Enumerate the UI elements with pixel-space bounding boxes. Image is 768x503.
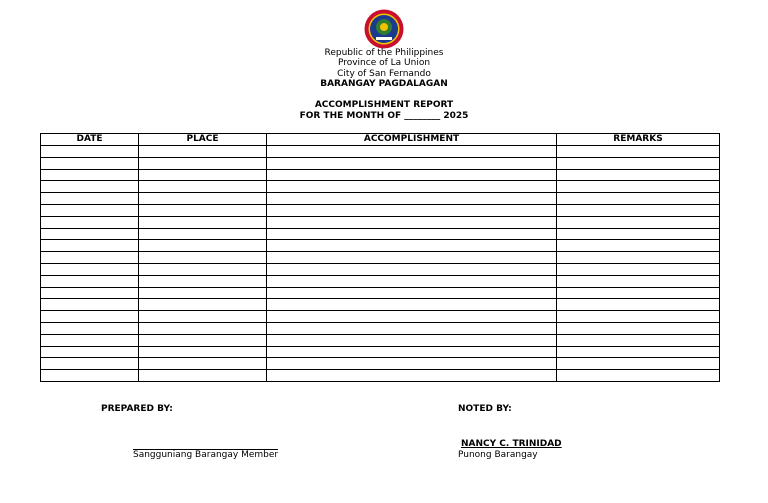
table-cell-place: [139, 299, 267, 311]
table-cell-date: [41, 157, 139, 169]
table-cell-remarks: [557, 157, 720, 169]
table-cell-accomplishment: [267, 311, 557, 323]
table-cell-remarks: [557, 228, 720, 240]
table-cell-date: [41, 252, 139, 264]
table-row: [41, 263, 720, 275]
table-cell-remarks: [557, 311, 720, 323]
table-cell-date: [41, 334, 139, 346]
table-cell-accomplishment: [267, 240, 557, 252]
table-cell-remarks: [557, 252, 720, 264]
table-cell-date: [41, 228, 139, 240]
table-cell-accomplishment: [267, 228, 557, 240]
table-header-row: [41, 134, 720, 146]
table-cell-accomplishment: [267, 169, 557, 181]
table-row: [41, 193, 720, 205]
table-cell-accomplishment: [267, 193, 557, 205]
table-cell-place: [139, 275, 267, 287]
table-cell-place: [139, 346, 267, 358]
table-cell-date: [41, 358, 139, 370]
table-cell-date: [41, 146, 139, 158]
table-cell-accomplishment: [267, 275, 557, 287]
table-cell-accomplishment: [267, 157, 557, 169]
table-cell-remarks: [557, 346, 720, 358]
table-cell-place: [139, 204, 267, 216]
table-cell-remarks: [557, 240, 720, 252]
table-cell-accomplishment: [267, 146, 557, 158]
table-cell-accomplishment: [267, 299, 557, 311]
prepared-by-label: PREPARED BY:: [101, 404, 173, 414]
header-republic: Republic of the Philippines: [324, 48, 444, 58]
table-cell-remarks: [557, 181, 720, 193]
table-cell-remarks: [557, 204, 720, 216]
table-row: [41, 287, 720, 299]
table-cell-place: [139, 263, 267, 275]
table-cell-date: [41, 181, 139, 193]
table-cell-place: [139, 228, 267, 240]
report-title: ACCOMPLISHMENT REPORT: [314, 100, 454, 110]
table-row: [41, 346, 720, 358]
table-cell-accomplishment: [267, 346, 557, 358]
table-cell-date: [41, 299, 139, 311]
table-cell-date: [41, 169, 139, 181]
table-cell-place: [139, 157, 267, 169]
noted-by-name: NANCY C. TRINIDAD: [461, 439, 562, 449]
table-cell-accomplishment: [267, 334, 557, 346]
table-cell-remarks: [557, 193, 720, 205]
report-month-line: FOR THE MONTH OF ________ 2025: [299, 111, 469, 121]
table-cell-place: [139, 322, 267, 334]
accomplishment-table: [40, 133, 720, 382]
table-cell-date: [41, 275, 139, 287]
header-barangay: BARANGAY PAGDALAGAN: [320, 79, 448, 89]
table-cell-remarks: [557, 146, 720, 158]
table-cell-remarks: [557, 299, 720, 311]
table-cell-remarks: [557, 322, 720, 334]
table-cell-place: [139, 146, 267, 158]
table-row: [41, 311, 720, 323]
prepared-by-role: Sangguniang Barangay Member: [133, 450, 279, 460]
table-row: [41, 299, 720, 311]
table-cell-place: [139, 193, 267, 205]
seal-center-sun: [380, 23, 388, 31]
table-row: [41, 146, 720, 158]
table-cell-remarks: [557, 169, 720, 181]
table-cell-date: [41, 204, 139, 216]
noted-by-label: NOTED BY:: [458, 404, 512, 414]
table-row: [41, 228, 720, 240]
table-cell-date: [41, 346, 139, 358]
table-body: [41, 146, 720, 382]
table-cell-date: [41, 216, 139, 228]
table-row: [41, 216, 720, 228]
table-cell-accomplishment: [267, 181, 557, 193]
table-cell-place: [139, 311, 267, 323]
table-cell-date: [41, 322, 139, 334]
table-row: [41, 169, 720, 181]
column-header-accomplishment: ACCOMPLISHMENT: [267, 134, 557, 146]
table-cell-date: [41, 287, 139, 299]
noted-by-role: Punong Barangay: [458, 450, 538, 460]
table-row: [41, 358, 720, 370]
table-cell-remarks: [557, 334, 720, 346]
table-cell-place: [139, 252, 267, 264]
table-cell-place: [139, 287, 267, 299]
table-row: [41, 204, 720, 216]
table-cell-date: [41, 370, 139, 382]
table-row: [41, 370, 720, 382]
table-cell-remarks: [557, 216, 720, 228]
table-cell-place: [139, 334, 267, 346]
table-cell-accomplishment: [267, 263, 557, 275]
table-cell-remarks: [557, 263, 720, 275]
seal-banner: [376, 37, 392, 40]
header-province: Province of La Union: [337, 58, 431, 68]
column-header-remarks: REMARKS: [557, 134, 720, 146]
table-row: [41, 275, 720, 287]
table-cell-place: [139, 358, 267, 370]
table-cell-accomplishment: [267, 216, 557, 228]
table-row: [41, 334, 720, 346]
table-cell-accomplishment: [267, 370, 557, 382]
table-cell-date: [41, 193, 139, 205]
table-row: [41, 157, 720, 169]
table-cell-date: [41, 311, 139, 323]
table-cell-accomplishment: [267, 322, 557, 334]
table-cell-remarks: [557, 358, 720, 370]
table-cell-accomplishment: [267, 252, 557, 264]
column-header-date: DATE: [41, 134, 139, 146]
table-row: [41, 322, 720, 334]
table-cell-place: [139, 216, 267, 228]
table-row: [41, 181, 720, 193]
table-cell-remarks: [557, 275, 720, 287]
table-cell-place: [139, 181, 267, 193]
table-cell-accomplishment: [267, 358, 557, 370]
table-cell-date: [41, 240, 139, 252]
table-cell-accomplishment: [267, 287, 557, 299]
table-cell-remarks: [557, 370, 720, 382]
header-city: City of San Fernando: [337, 69, 431, 79]
barangay-seal-logo: [364, 9, 404, 49]
table-row: [41, 240, 720, 252]
table-cell-place: [139, 169, 267, 181]
table-cell-date: [41, 263, 139, 275]
table-cell-place: [139, 240, 267, 252]
table-row: [41, 252, 720, 264]
table-cell-place: [139, 370, 267, 382]
column-header-place: PLACE: [139, 134, 267, 146]
table-cell-remarks: [557, 287, 720, 299]
table-cell-accomplishment: [267, 204, 557, 216]
